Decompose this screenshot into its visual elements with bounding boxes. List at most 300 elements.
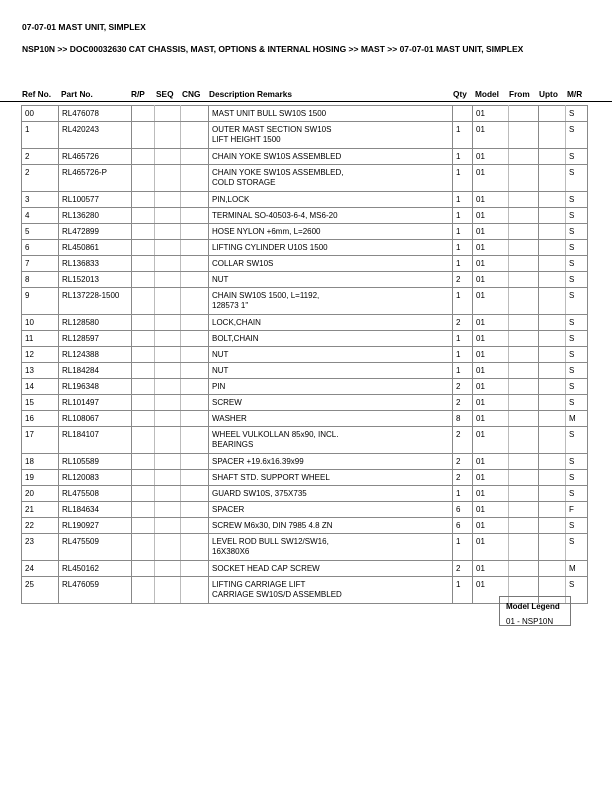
seq-cell bbox=[155, 363, 181, 379]
qty-cell: 2 bbox=[453, 379, 473, 395]
upto-cell bbox=[539, 272, 566, 288]
table-row bbox=[22, 272, 588, 288]
header-description: Description Remarks bbox=[209, 89, 293, 99]
table-row bbox=[22, 502, 588, 518]
ref-no-cell: 20 bbox=[22, 486, 59, 502]
qty-cell: 1 bbox=[453, 577, 473, 604]
table-row bbox=[22, 149, 588, 165]
part-no-cell: RL184107 bbox=[59, 427, 132, 454]
from-cell bbox=[509, 411, 539, 427]
table-row bbox=[22, 122, 588, 149]
model-cell: 01 bbox=[473, 518, 509, 534]
upto-cell bbox=[539, 122, 566, 149]
mr-cell: S bbox=[566, 224, 588, 240]
qty-cell: 8 bbox=[453, 411, 473, 427]
from-cell bbox=[509, 454, 539, 470]
seq-cell bbox=[155, 411, 181, 427]
ref-no-cell: 19 bbox=[22, 470, 59, 486]
seq-cell bbox=[155, 577, 181, 604]
from-cell bbox=[509, 165, 539, 192]
mr-cell: S bbox=[566, 518, 588, 534]
model-cell: 01 bbox=[473, 411, 509, 427]
mr-cell: S bbox=[566, 486, 588, 502]
header-ref-no: Ref No. bbox=[22, 89, 52, 99]
part-no-cell: RL184634 bbox=[59, 502, 132, 518]
upto-cell bbox=[539, 411, 566, 427]
model-cell: 01 bbox=[473, 149, 509, 165]
rp-cell bbox=[132, 331, 155, 347]
seq-cell bbox=[155, 518, 181, 534]
description-cell: CHAIN YOKE SW10S ASSEMBLED, COLD STORAGE bbox=[209, 165, 453, 192]
upto-cell bbox=[539, 534, 566, 561]
cng-cell bbox=[181, 502, 209, 518]
ref-no-cell: 6 bbox=[22, 240, 59, 256]
parts-table bbox=[21, 105, 588, 604]
seq-cell bbox=[155, 454, 181, 470]
description-cell: GUARD SW10S, 375X735 bbox=[209, 486, 453, 502]
table-row bbox=[22, 192, 588, 208]
cng-cell bbox=[181, 192, 209, 208]
from-cell bbox=[509, 470, 539, 486]
table-row bbox=[22, 165, 588, 192]
cng-cell bbox=[181, 347, 209, 363]
qty-cell: 1 bbox=[453, 331, 473, 347]
part-no-cell: RL101497 bbox=[59, 395, 132, 411]
upto-cell bbox=[539, 427, 566, 454]
cng-cell bbox=[181, 486, 209, 502]
cng-cell bbox=[181, 411, 209, 427]
from-cell bbox=[509, 256, 539, 272]
part-no-cell: RL128597 bbox=[59, 331, 132, 347]
cng-cell bbox=[181, 470, 209, 486]
from-cell bbox=[509, 288, 539, 315]
model-legend bbox=[499, 596, 571, 626]
ref-no-cell: 18 bbox=[22, 454, 59, 470]
mr-cell: S bbox=[566, 122, 588, 149]
mr-cell: S bbox=[566, 454, 588, 470]
upto-cell bbox=[539, 470, 566, 486]
seq-cell bbox=[155, 561, 181, 577]
ref-no-cell: 5 bbox=[22, 224, 59, 240]
seq-cell bbox=[155, 315, 181, 331]
table-row bbox=[22, 331, 588, 347]
cng-cell bbox=[181, 561, 209, 577]
ref-no-cell: 16 bbox=[22, 411, 59, 427]
part-no-cell: RL105589 bbox=[59, 454, 132, 470]
upto-cell bbox=[539, 315, 566, 331]
table-row bbox=[22, 427, 588, 454]
part-no-cell: RL152013 bbox=[59, 272, 132, 288]
model-cell: 01 bbox=[473, 315, 509, 331]
qty-cell: 2 bbox=[453, 395, 473, 411]
cng-cell bbox=[181, 395, 209, 411]
table-row bbox=[22, 454, 588, 470]
part-no-cell: RL196348 bbox=[59, 379, 132, 395]
model-cell: 01 bbox=[473, 454, 509, 470]
model-cell: 01 bbox=[473, 288, 509, 315]
breadcrumb: NSP10N >> DOC00032630 CAT CHASSIS, MAST, OPTIONS & INTERNAL HOSING >> MAST >> 07-07-01 MAST UNIT, SIMPLEX bbox=[22, 44, 524, 54]
rp-cell bbox=[132, 347, 155, 363]
ref-no-cell: 2 bbox=[22, 149, 59, 165]
rp-cell bbox=[132, 486, 155, 502]
ref-no-cell: 12 bbox=[22, 347, 59, 363]
mr-cell: S bbox=[566, 315, 588, 331]
rp-cell bbox=[132, 470, 155, 486]
seq-cell bbox=[155, 347, 181, 363]
part-no-cell: RL472899 bbox=[59, 224, 132, 240]
rp-cell bbox=[132, 192, 155, 208]
mr-cell: S bbox=[566, 192, 588, 208]
description-cell: OUTER MAST SECTION SW10S LIFT HEIGHT 1500 bbox=[209, 122, 453, 149]
page-title: 07-07-01 MAST UNIT, SIMPLEX bbox=[22, 22, 146, 32]
seq-cell bbox=[155, 224, 181, 240]
cng-cell bbox=[181, 149, 209, 165]
description-cell: CHAIN SW10S 1500, L=1192, 128573 1" bbox=[209, 288, 453, 315]
from-cell bbox=[509, 106, 539, 122]
from-cell bbox=[509, 395, 539, 411]
model-cell: 01 bbox=[473, 395, 509, 411]
upto-cell bbox=[539, 240, 566, 256]
ref-no-cell: 14 bbox=[22, 379, 59, 395]
qty-cell: 1 bbox=[453, 122, 473, 149]
description-cell: NUT bbox=[209, 347, 453, 363]
table-row bbox=[22, 379, 588, 395]
seq-cell bbox=[155, 240, 181, 256]
rp-cell bbox=[132, 454, 155, 470]
seq-cell bbox=[155, 192, 181, 208]
cng-cell bbox=[181, 454, 209, 470]
from-cell bbox=[509, 379, 539, 395]
model-cell: 01 bbox=[473, 331, 509, 347]
model-cell: 01 bbox=[473, 240, 509, 256]
cng-cell bbox=[181, 518, 209, 534]
upto-cell bbox=[539, 347, 566, 363]
ref-no-cell: 9 bbox=[22, 288, 59, 315]
cng-cell bbox=[181, 224, 209, 240]
header-from: From bbox=[509, 89, 530, 99]
seq-cell bbox=[155, 427, 181, 454]
part-no-cell: RL475508 bbox=[59, 486, 132, 502]
description-cell: WHEEL VULKOLLAN 85x90, INCL. BEARINGS bbox=[209, 427, 453, 454]
seq-cell bbox=[155, 256, 181, 272]
description-cell: LIFTING CARRIAGE LIFT CARRIAGE SW10S/D ASSEMBLED bbox=[209, 577, 453, 604]
upto-cell bbox=[539, 256, 566, 272]
upto-cell bbox=[539, 379, 566, 395]
mr-cell: S bbox=[566, 240, 588, 256]
mr-cell: M bbox=[566, 411, 588, 427]
seq-cell bbox=[155, 149, 181, 165]
seq-cell bbox=[155, 379, 181, 395]
mr-cell: S bbox=[566, 256, 588, 272]
model-cell: 01 bbox=[473, 379, 509, 395]
qty-cell: 2 bbox=[453, 470, 473, 486]
upto-cell bbox=[539, 561, 566, 577]
qty-cell: 1 bbox=[453, 347, 473, 363]
ref-no-cell: 21 bbox=[22, 502, 59, 518]
upto-cell bbox=[539, 395, 566, 411]
description-cell: MAST UNIT BULL SW10S 1500 bbox=[209, 106, 453, 122]
from-cell bbox=[509, 224, 539, 240]
ref-no-cell: 3 bbox=[22, 192, 59, 208]
rp-cell bbox=[132, 256, 155, 272]
qty-cell bbox=[453, 106, 473, 122]
part-no-cell: RL108067 bbox=[59, 411, 132, 427]
ref-no-cell: 23 bbox=[22, 534, 59, 561]
rp-cell bbox=[132, 165, 155, 192]
mr-cell: F bbox=[566, 502, 588, 518]
upto-cell bbox=[539, 192, 566, 208]
qty-cell: 1 bbox=[453, 149, 473, 165]
mr-cell: S bbox=[566, 331, 588, 347]
header-qty: Qty bbox=[453, 89, 467, 99]
upto-cell bbox=[539, 165, 566, 192]
model-legend-title: Model Legend bbox=[506, 602, 560, 611]
part-no-cell: RL184284 bbox=[59, 363, 132, 379]
mr-cell: S bbox=[566, 288, 588, 315]
table-row bbox=[22, 561, 588, 577]
part-no-cell: RL128580 bbox=[59, 315, 132, 331]
ref-no-cell: 00 bbox=[22, 106, 59, 122]
model-cell: 01 bbox=[473, 347, 509, 363]
description-cell: PIN,LOCK bbox=[209, 192, 453, 208]
qty-cell: 2 bbox=[453, 315, 473, 331]
model-cell: 01 bbox=[473, 534, 509, 561]
mr-cell: S bbox=[566, 347, 588, 363]
from-cell bbox=[509, 363, 539, 379]
header-upto: Upto bbox=[539, 89, 558, 99]
model-legend-entry: 01 - NSP10N bbox=[506, 617, 554, 626]
qty-cell: 1 bbox=[453, 363, 473, 379]
from-cell bbox=[509, 518, 539, 534]
from-cell bbox=[509, 427, 539, 454]
ref-no-cell: 10 bbox=[22, 315, 59, 331]
table-row bbox=[22, 470, 588, 486]
cng-cell bbox=[181, 272, 209, 288]
mr-cell: S bbox=[566, 208, 588, 224]
from-cell bbox=[509, 240, 539, 256]
ref-no-cell: 2 bbox=[22, 165, 59, 192]
seq-cell bbox=[155, 165, 181, 192]
from-cell bbox=[509, 561, 539, 577]
seq-cell bbox=[155, 106, 181, 122]
part-no-cell: RL475509 bbox=[59, 534, 132, 561]
part-no-cell: RL465726-P bbox=[59, 165, 132, 192]
model-cell: 01 bbox=[473, 165, 509, 192]
qty-cell: 1 bbox=[453, 240, 473, 256]
model-cell: 01 bbox=[473, 486, 509, 502]
description-cell: LOCK,CHAIN bbox=[209, 315, 453, 331]
upto-cell bbox=[539, 454, 566, 470]
mr-cell: S bbox=[566, 149, 588, 165]
upto-cell bbox=[539, 106, 566, 122]
mr-cell: S bbox=[566, 272, 588, 288]
rp-cell bbox=[132, 208, 155, 224]
mr-cell: S bbox=[566, 427, 588, 454]
cng-cell bbox=[181, 427, 209, 454]
part-no-cell: RL476059 bbox=[59, 577, 132, 604]
upto-cell bbox=[539, 149, 566, 165]
header-seq: SEQ bbox=[156, 89, 174, 99]
cng-cell bbox=[181, 363, 209, 379]
ref-no-cell: 15 bbox=[22, 395, 59, 411]
description-cell: SCREW M6x30, DIN 7985 4.8 ZN bbox=[209, 518, 453, 534]
rp-cell bbox=[132, 561, 155, 577]
model-cell: 01 bbox=[473, 427, 509, 454]
seq-cell bbox=[155, 288, 181, 315]
mr-cell: S bbox=[566, 534, 588, 561]
description-cell: SCREW bbox=[209, 395, 453, 411]
mr-cell: S bbox=[566, 363, 588, 379]
upto-cell bbox=[539, 288, 566, 315]
qty-cell: 1 bbox=[453, 288, 473, 315]
header-rp: R/P bbox=[131, 89, 145, 99]
description-cell: HOSE NYLON +6mm, L=2600 bbox=[209, 224, 453, 240]
mr-cell: S bbox=[566, 395, 588, 411]
description-cell: SHAFT STD. SUPPORT WHEEL bbox=[209, 470, 453, 486]
model-cell: 01 bbox=[473, 106, 509, 122]
rp-cell bbox=[132, 106, 155, 122]
part-no-cell: RL136280 bbox=[59, 208, 132, 224]
table-row bbox=[22, 347, 588, 363]
upto-cell bbox=[539, 518, 566, 534]
table-row bbox=[22, 208, 588, 224]
ref-no-cell: 13 bbox=[22, 363, 59, 379]
seq-cell bbox=[155, 470, 181, 486]
table-row bbox=[22, 363, 588, 379]
part-no-cell: RL450861 bbox=[59, 240, 132, 256]
rp-cell bbox=[132, 363, 155, 379]
qty-cell: 1 bbox=[453, 534, 473, 561]
upto-cell bbox=[539, 363, 566, 379]
table-row bbox=[22, 106, 588, 122]
part-no-cell: RL120083 bbox=[59, 470, 132, 486]
description-cell: LEVEL ROD BULL SW12/SW16, 16X380X6 bbox=[209, 534, 453, 561]
description-cell: COLLAR SW10S bbox=[209, 256, 453, 272]
seq-cell bbox=[155, 502, 181, 518]
from-cell bbox=[509, 315, 539, 331]
from-cell bbox=[509, 486, 539, 502]
model-cell: 01 bbox=[473, 256, 509, 272]
description-cell: LIFTING CYLINDER U10S 1500 bbox=[209, 240, 453, 256]
ref-no-cell: 17 bbox=[22, 427, 59, 454]
seq-cell bbox=[155, 122, 181, 149]
rp-cell bbox=[132, 379, 155, 395]
part-no-cell: RL124388 bbox=[59, 347, 132, 363]
rp-cell bbox=[132, 518, 155, 534]
seq-cell bbox=[155, 208, 181, 224]
part-no-cell: RL450162 bbox=[59, 561, 132, 577]
rp-cell bbox=[132, 224, 155, 240]
table-row bbox=[22, 518, 588, 534]
upto-cell bbox=[539, 486, 566, 502]
qty-cell: 1 bbox=[453, 165, 473, 192]
from-cell bbox=[509, 331, 539, 347]
mr-cell: S bbox=[566, 106, 588, 122]
model-cell: 01 bbox=[473, 122, 509, 149]
description-cell: PIN bbox=[209, 379, 453, 395]
part-no-cell: RL136833 bbox=[59, 256, 132, 272]
cng-cell bbox=[181, 315, 209, 331]
rp-cell bbox=[132, 315, 155, 331]
qty-cell: 1 bbox=[453, 224, 473, 240]
model-cell: 01 bbox=[473, 192, 509, 208]
part-no-cell: RL420243 bbox=[59, 122, 132, 149]
mr-cell: S bbox=[566, 577, 588, 604]
mr-cell: S bbox=[566, 165, 588, 192]
table-row bbox=[22, 534, 588, 561]
part-no-cell: RL137228-1500 bbox=[59, 288, 132, 315]
qty-cell: 6 bbox=[453, 518, 473, 534]
header-cng: CNG bbox=[182, 89, 201, 99]
qty-cell: 1 bbox=[453, 486, 473, 502]
rp-cell bbox=[132, 411, 155, 427]
description-cell: SOCKET HEAD CAP SCREW bbox=[209, 561, 453, 577]
seq-cell bbox=[155, 395, 181, 411]
model-cell: 01 bbox=[473, 502, 509, 518]
mr-cell: M bbox=[566, 561, 588, 577]
description-cell: BOLT,CHAIN bbox=[209, 331, 453, 347]
rp-cell bbox=[132, 427, 155, 454]
from-cell bbox=[509, 502, 539, 518]
model-cell: 01 bbox=[473, 272, 509, 288]
table-row bbox=[22, 315, 588, 331]
rp-cell bbox=[132, 272, 155, 288]
qty-cell: 1 bbox=[453, 208, 473, 224]
mr-cell: S bbox=[566, 379, 588, 395]
header-model: Model bbox=[475, 89, 499, 99]
from-cell bbox=[509, 192, 539, 208]
from-cell bbox=[509, 149, 539, 165]
header-part-no: Part No. bbox=[61, 89, 93, 99]
ref-no-cell: 8 bbox=[22, 272, 59, 288]
description-cell: NUT bbox=[209, 272, 453, 288]
description-cell: SPACER +19.6x16.39x99 bbox=[209, 454, 453, 470]
part-no-cell: RL476078 bbox=[59, 106, 132, 122]
rp-cell bbox=[132, 502, 155, 518]
part-no-cell: RL465726 bbox=[59, 149, 132, 165]
table-row bbox=[22, 224, 588, 240]
seq-cell bbox=[155, 534, 181, 561]
qty-cell: 6 bbox=[453, 502, 473, 518]
table-row bbox=[22, 395, 588, 411]
model-cell: 01 bbox=[473, 363, 509, 379]
cng-cell bbox=[181, 288, 209, 315]
ref-no-cell: 24 bbox=[22, 561, 59, 577]
cng-cell bbox=[181, 256, 209, 272]
upto-cell bbox=[539, 224, 566, 240]
description-cell: WASHER bbox=[209, 411, 453, 427]
ref-no-cell: 4 bbox=[22, 208, 59, 224]
rp-cell bbox=[132, 149, 155, 165]
cng-cell bbox=[181, 240, 209, 256]
ref-no-cell: 11 bbox=[22, 331, 59, 347]
qty-cell: 2 bbox=[453, 454, 473, 470]
model-cell: 01 bbox=[473, 208, 509, 224]
cng-cell bbox=[181, 106, 209, 122]
cng-cell bbox=[181, 379, 209, 395]
qty-cell: 2 bbox=[453, 561, 473, 577]
from-cell bbox=[509, 534, 539, 561]
upto-cell bbox=[539, 208, 566, 224]
header-divider bbox=[0, 101, 612, 102]
qty-cell: 2 bbox=[453, 427, 473, 454]
seq-cell bbox=[155, 331, 181, 347]
part-no-cell: RL190927 bbox=[59, 518, 132, 534]
from-cell bbox=[509, 208, 539, 224]
table-row bbox=[22, 256, 588, 272]
rp-cell bbox=[132, 240, 155, 256]
ref-no-cell: 1 bbox=[22, 122, 59, 149]
